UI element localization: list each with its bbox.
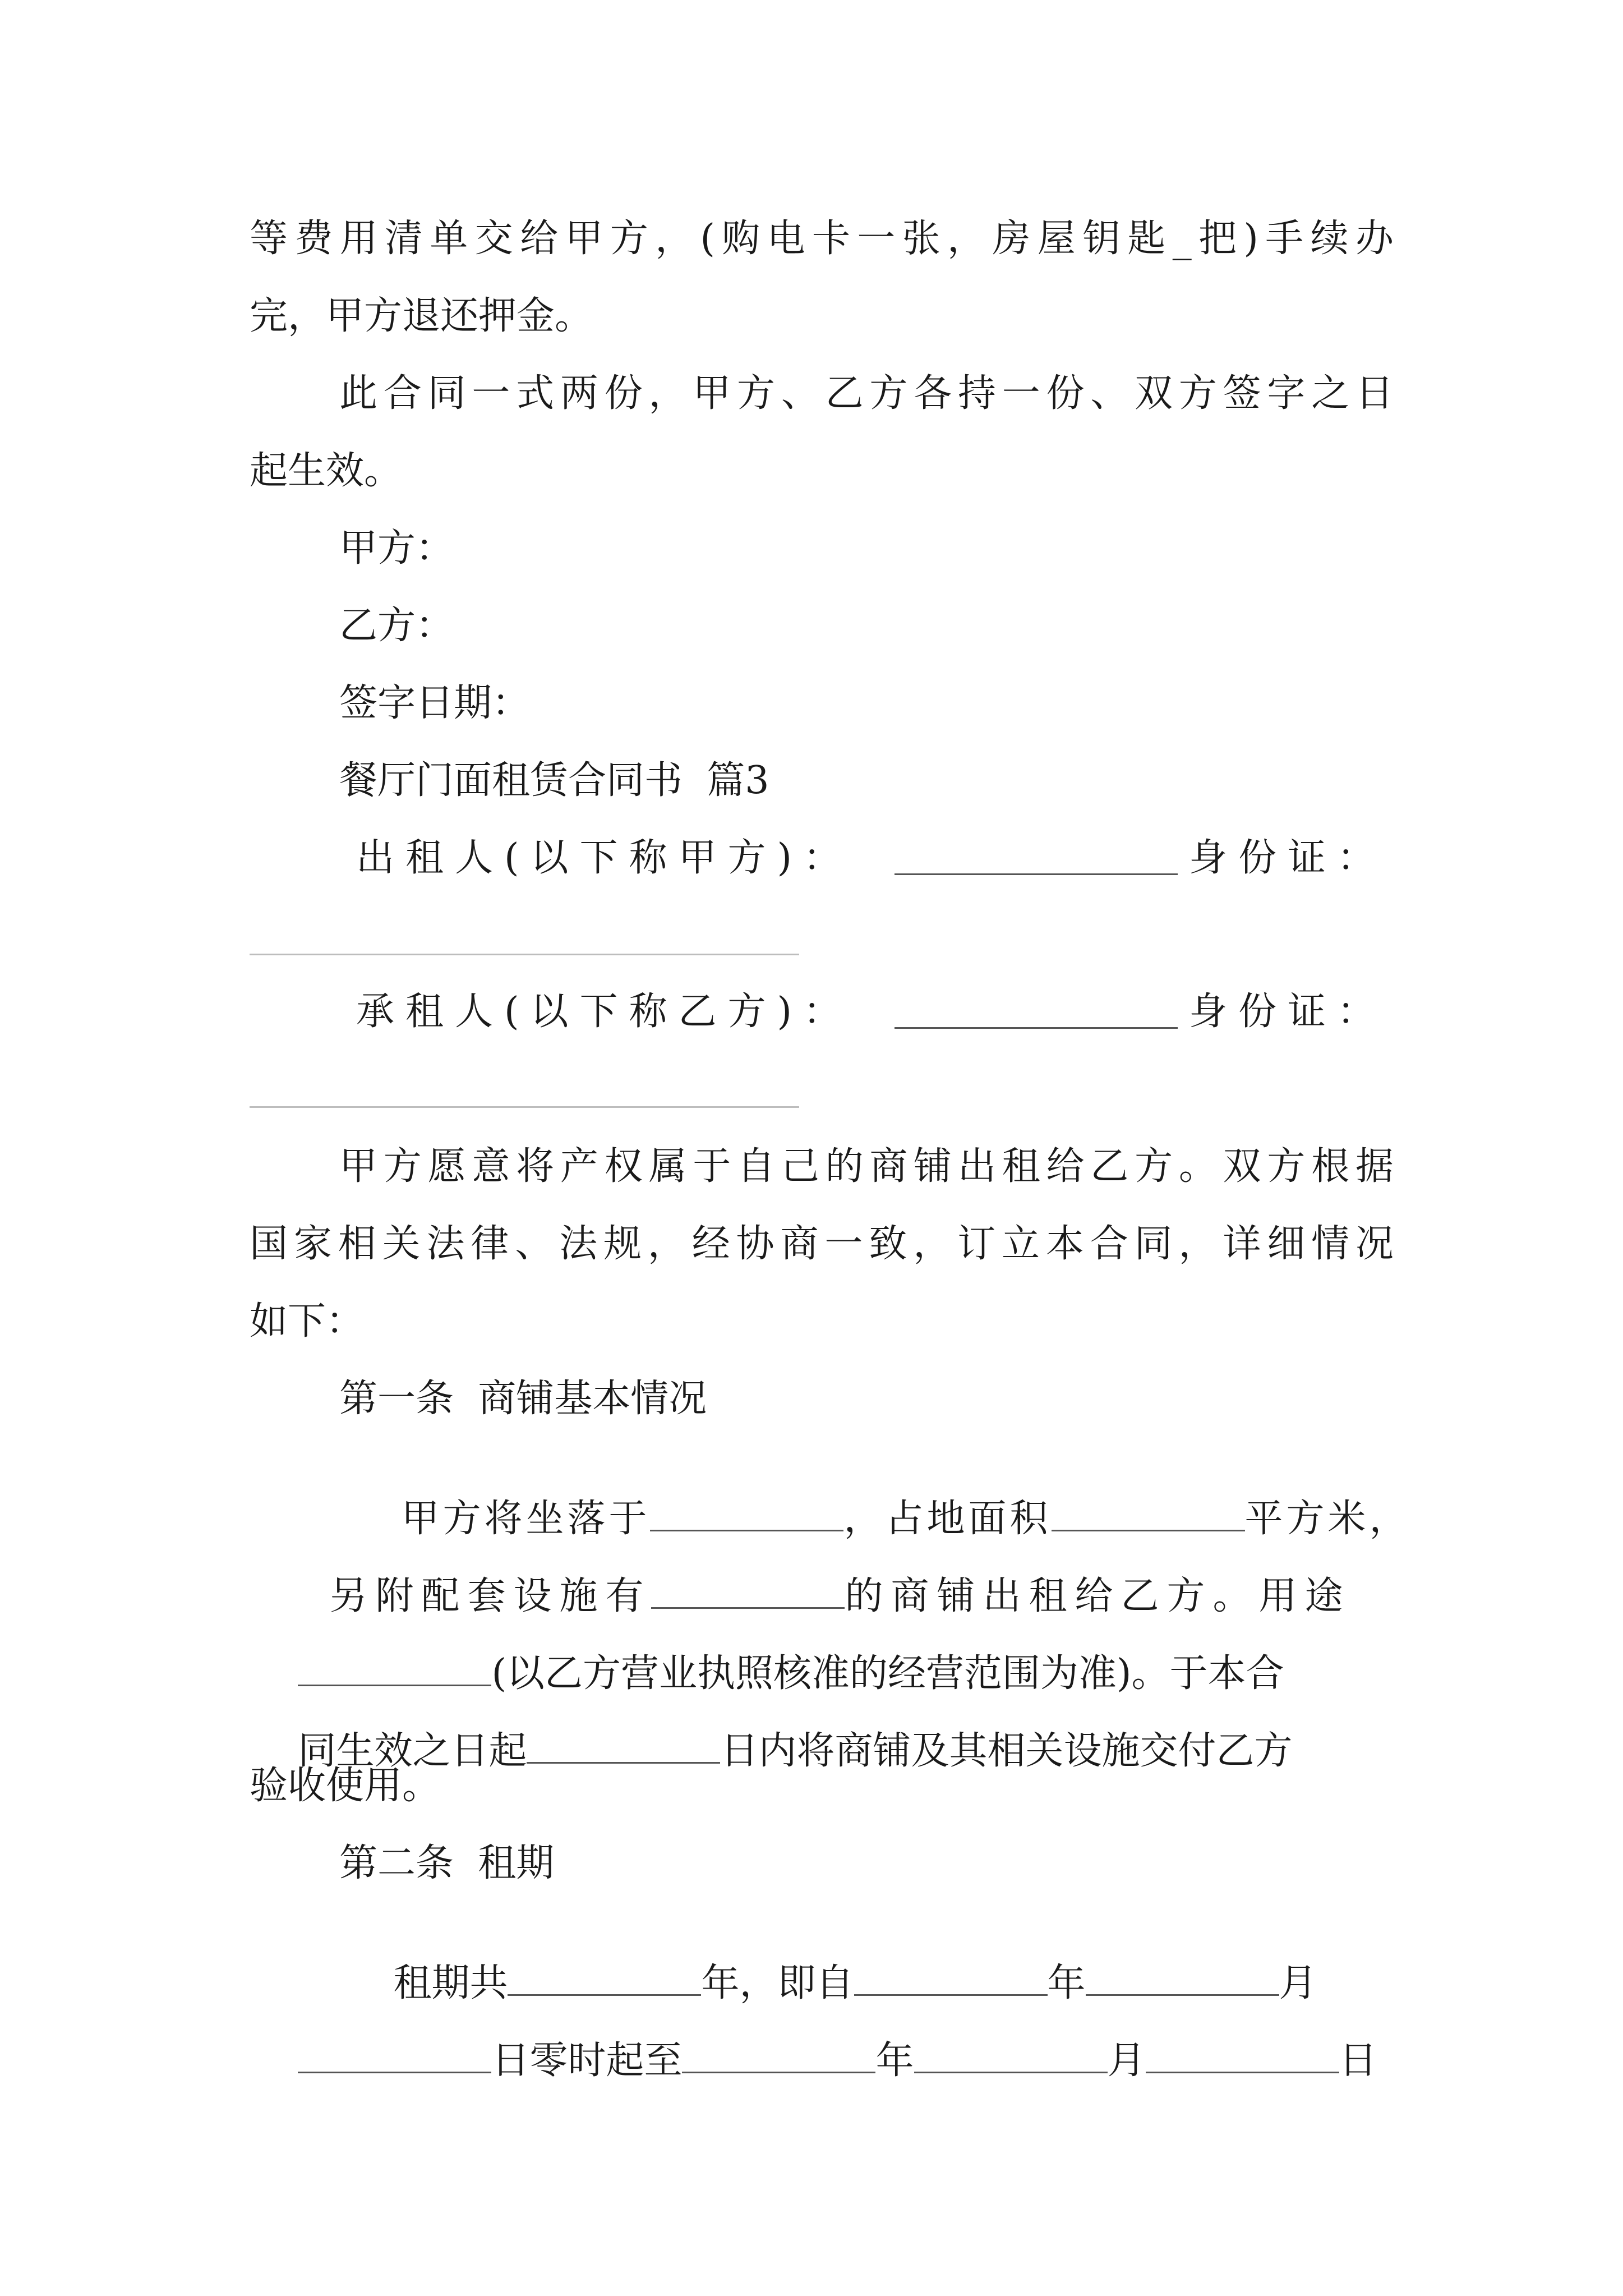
days-blank: [527, 1728, 720, 1764]
paragraph-line: 国家相关法律、法规，经协商一致，订立本合同，详细情况: [250, 1222, 1394, 1266]
article-2-title: 第二条 租期: [339, 1841, 555, 1885]
party-b-label: 乙方：: [339, 604, 454, 648]
text-segment: 甲方将坐落于: [401, 1497, 651, 1542]
text-segment: 年: [875, 2039, 914, 2083]
text-segment: 月: [1107, 2039, 1146, 2083]
text-segment: 的商铺出租给乙方。用途: [845, 1574, 1351, 1619]
sign-date-label: 签字日期：: [339, 681, 531, 725]
lessee-id-label: 身份证：: [1189, 990, 1387, 1034]
text-segment: 同生效之日起: [298, 1729, 527, 1774]
text-segment: ，占地面积: [843, 1497, 1052, 1542]
usage-blank: [298, 1650, 491, 1686]
paragraph-line: 等费用清单交给甲方，(购电卡一张，房屋钥匙_把)手续办: [250, 217, 1394, 261]
text-segment: 日: [1339, 2039, 1377, 2083]
facilities-blank: [651, 1573, 845, 1609]
paragraph-line: 完，甲方退还押金。: [250, 294, 593, 338]
lessee-name-blank: [895, 993, 1178, 1029]
paragraph-line: 起生效。: [250, 449, 403, 493]
end-year-blank: [682, 2037, 875, 2073]
lessor-name-blank: [895, 839, 1178, 875]
lessor-label: 出租人(以下称甲方)：: [356, 836, 853, 880]
article-2-line-2: [250, 1999, 1377, 2118]
text-segment: 年: [1047, 1961, 1086, 2006]
text-segment: 月: [1279, 1961, 1317, 2006]
start-day-blank: [298, 2037, 491, 2073]
end-day-blank: [1146, 2037, 1339, 2073]
end-month-blank: [914, 2037, 1108, 2073]
location-blank: [650, 1496, 843, 1531]
text-segment: 另附配套设施有: [329, 1574, 652, 1619]
paragraph-line: 此合同一式两份，甲方、乙方各持一份、双方签字之日: [339, 371, 1394, 416]
text-segment: (以乙方营业执照核准的经营范围为准)。于本合: [491, 1651, 1284, 1696]
article-1-line-5: 验收使用。: [250, 1764, 441, 1808]
text-segment: 日零时起至: [491, 2039, 683, 2083]
years-blank: [508, 1960, 701, 1996]
lessor-id-label: 身份证：: [1189, 836, 1387, 880]
article-1-title: 第一条 商铺基本情况: [339, 1377, 707, 1421]
start-year-blank: [854, 1960, 1048, 1996]
lessee-label: 承租人(以下称乙方)：: [356, 990, 853, 1034]
area-blank: [1052, 1496, 1245, 1531]
paragraph-line: 甲方愿意将产权属于自己的商铺出租给乙方。双方根据: [339, 1144, 1394, 1189]
lessee-id-blank: [250, 1106, 799, 1108]
text-segment: 租期共: [393, 1961, 508, 2006]
text-segment: 年，即自: [701, 1961, 854, 2006]
section-title: 餐厅门面租赁合同书 篇3: [339, 758, 769, 803]
start-month-blank: [1086, 1960, 1279, 1996]
text-segment: 日内将商铺及其相关设施交付乙方: [720, 1729, 1293, 1774]
text-segment: 平方米，: [1244, 1497, 1411, 1542]
lessor-id-blank: [250, 954, 799, 955]
party-a-label: 甲方：: [339, 526, 454, 570]
paragraph-line: 如下：: [250, 1299, 365, 1343]
